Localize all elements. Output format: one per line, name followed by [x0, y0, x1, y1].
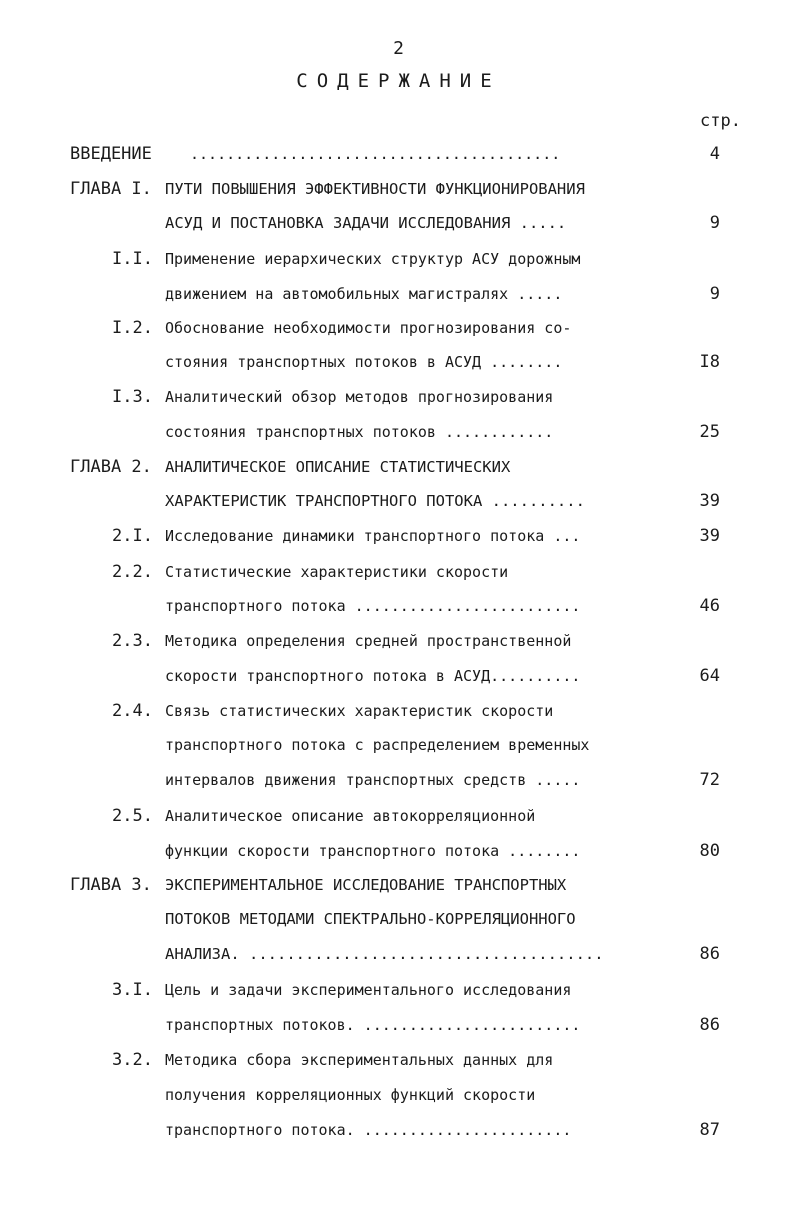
entry-number: ГЛАВА 3.	[70, 875, 152, 895]
entry-page: 86	[699, 1015, 720, 1035]
entry-line: транспортного потока .........................	[165, 597, 581, 615]
entry-page: 9	[709, 284, 720, 304]
entry-number: ГЛАВА 2.	[70, 457, 152, 477]
entry-line: Цель и задачи экспериментального исследования	[165, 981, 572, 999]
entry-line: интервалов движения транспортных средств .....	[165, 771, 581, 789]
entry-page: 72	[699, 770, 720, 790]
page-number: 2	[393, 38, 404, 59]
entry-page: 25	[699, 422, 720, 442]
entry-line: ПОТОКОВ МЕТОДАМИ СПЕКТРАЛЬНО-КОРРЕЛЯЦИОННОГО	[165, 910, 576, 928]
entry-number: I.2.	[112, 318, 153, 338]
entry-line: АСУД И ПОСТАНОВКА ЗАДАЧИ ИССЛЕДОВАНИЯ .....	[165, 214, 567, 232]
entry-number: 2.5.	[112, 806, 153, 826]
page-title: СОДЕРЖАНИЕ	[296, 70, 501, 92]
entry-number: 3.I.	[112, 980, 153, 1000]
entry-line: получения корреляционных функций скорости	[165, 1086, 536, 1104]
entry-number: 3.2.	[112, 1050, 153, 1070]
entry-line: .........................................	[190, 145, 561, 163]
entry-number: 2.I.	[112, 526, 153, 546]
entry-number: 2.4.	[112, 701, 153, 721]
entry-line: Статистические характеристики скорости	[165, 563, 509, 581]
entry-line: транспортных потоков. ........................	[165, 1016, 581, 1034]
entry-line: Методика сбора экспериментальных данных для	[165, 1051, 554, 1069]
entry-line: Аналитическое описание автокорреляционной	[165, 807, 536, 825]
entry-line: состояния транспортных потоков ............	[165, 423, 554, 441]
page-column-header: стр.	[700, 111, 741, 131]
entry-page: 87	[699, 1120, 720, 1140]
entry-page: I8	[699, 352, 720, 372]
entry-line: движением на автомобильных магистралях .....	[165, 285, 563, 303]
entry-line: ЭКСПЕРИМЕНТАЛЬНОЕ ИССЛЕДОВАНИЕ ТРАНСПОРТНЫХ	[165, 876, 567, 894]
entry-number: ГЛАВА I.	[70, 179, 152, 199]
entry-number: 2.2.	[112, 562, 153, 582]
entry-number: 2.3.	[112, 631, 153, 651]
entry-page: 86	[699, 944, 720, 964]
entry-number: I.I.	[112, 249, 153, 269]
entry-line: скорости транспортного потока в АСУД..........	[165, 667, 581, 685]
entry-number: ВВЕДЕНИЕ	[70, 144, 152, 164]
entry-page: 9	[709, 213, 720, 233]
entry-line: АНАЛИЗА. ......................................	[165, 945, 604, 963]
entry-page: 80	[699, 841, 720, 861]
entry-page: 46	[699, 596, 720, 616]
entry-page: 39	[699, 526, 720, 546]
entry-line: Обоснование необходимости прогнозирования со-	[165, 319, 572, 337]
entry-line: ПУТИ ПОВЫШЕНИЯ ЭФФЕКТИВНОСТИ ФУНКЦИОНИРОВАНИЯ	[165, 180, 585, 198]
entry-line: Исследование динамики транспортного потока ...	[165, 527, 581, 545]
entry-line: Применение иерархических структур АСУ дорожным	[165, 250, 581, 268]
entry-line: транспортного потока. .......................	[165, 1121, 572, 1139]
entry-line: ХАРАКТЕРИСТИК ТРАНСПОРТНОГО ПОТОКА ..........	[165, 492, 585, 510]
entry-line: функции скорости транспортного потока ........	[165, 842, 581, 860]
entry-page: 39	[699, 491, 720, 511]
entry-line: Аналитический обзор методов прогнозирования	[165, 388, 554, 406]
entry-line: транспортного потока с распределением временных	[165, 736, 590, 754]
entry-line: АНАЛИТИЧЕСКОЕ ОПИСАНИЕ СТАТИСТИЧЕСКИХ	[165, 458, 511, 476]
entry-line: Связь статистических характеристик скорости	[165, 702, 554, 720]
entry-page: 64	[699, 666, 720, 686]
entry-number: I.3.	[112, 387, 153, 407]
entry-line: стояния транспортных потоков в АСУД ........	[165, 353, 563, 371]
entry-page: 4	[709, 144, 720, 164]
entry-line: Методика определения средней пространственной	[165, 632, 572, 650]
